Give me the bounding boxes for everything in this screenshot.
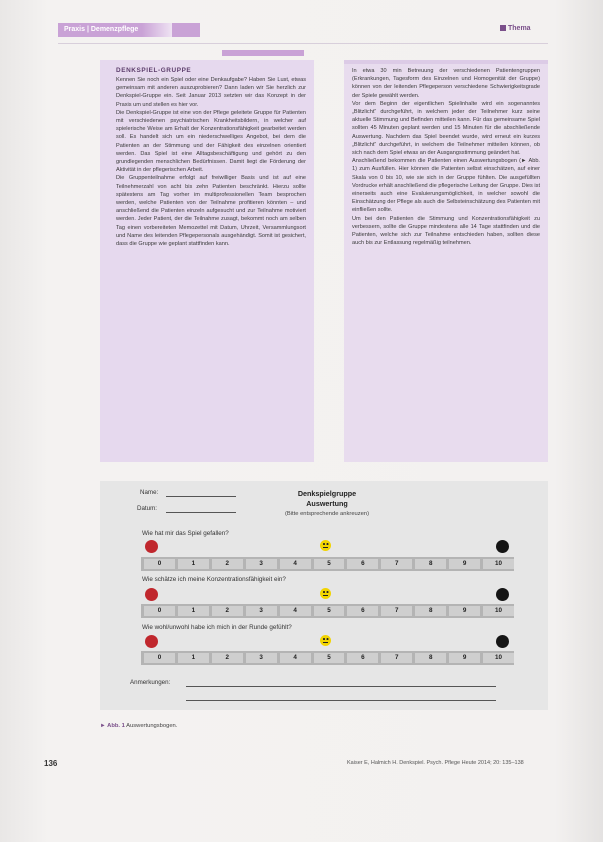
paragraph: In etwa 30 min Betreuung der verschiedenen Patientengruppen (Erkrankungen, Tagesform des Einzelnen und Homogenität der Gruppe) können von der leitenden Pflegeperson verschiedene Schwierigkeitsgrade der Spiele gewählt werden. — [352, 68, 540, 99]
scale-cell[interactable]: 10 — [483, 559, 514, 569]
scale-cell[interactable]: 2 — [212, 653, 243, 663]
black-dot-icon — [496, 588, 509, 601]
date-line — [166, 512, 236, 513]
scale-cell[interactable]: 1 — [178, 559, 209, 569]
header-rule — [58, 43, 548, 44]
scale-cell[interactable]: 5 — [314, 606, 345, 616]
question-1: Wie hat mir das Spiel gefallen? — [142, 530, 229, 537]
scale-cell[interactable]: 0 — [144, 653, 175, 663]
citation: Kaiser E, Halmich H. Denkspiel. Psych. Pflege Heute 2014; 20: 135–138 — [347, 760, 524, 766]
scale-cell[interactable]: 4 — [280, 606, 311, 616]
scale-cell[interactable]: 7 — [381, 606, 412, 616]
form-hint: (Bitte entsprechende ankreuzen) — [284, 511, 370, 517]
date-label: Datum: — [137, 505, 157, 512]
red-dot-icon — [145, 588, 158, 601]
paragraph: Anschließend bekommen die Patienten einen Auswertungsbogen (► Abb. 1) zum Ausfüllen. Hier können die Patienten selbst einschätzen, auf einer Skala von 0 bis 10, wie sie sich in der Gruppe fühlten. Die ausgefüllten Vordrucke erhält anschließend die pflegerische Leitung der Gruppe. Dies ist einerseits auch eine Evaluierungsmöglichkeit, in welcher sowohl die Einschätzung der Pflege als auch die Selbsteinschätzung des Patienten mit einfließen sollte. — [352, 158, 540, 214]
section-heading: DENKSPIEL-GRUPPE — [116, 67, 192, 74]
paragraph: Kennen Sie noch ein Spiel oder eine Denkaufgabe? Haben Sie Lust, etwas gemeinsam mit anderen auszuprobieren? Dann laden wir Sie herzlich zur Denkspiel-Gruppe ein. Seit Januar 2013 setzten wir das Konzept in der Praxis um und stellen es hier vor. — [116, 77, 306, 108]
left-text-column — [100, 60, 314, 462]
header-right — [500, 25, 531, 32]
remarks-label: Anmerkungen: — [130, 679, 171, 686]
paragraph: Die Denkspiel-Gruppe ist eine von der Pflege geleitete Gruppe für Patienten mit verschiedenen psychiatrischen Krankheitsbildern, in welcher auf spielerische Weise am Erhalt der Konzentrationsfähigkeit gearbeitet werden soll. Es handelt sich um ein niederschwelliges Angebot, bei dem die Patienten an der Stimmung und der Fähigkeit des einzelnen orientiert werden. Das Spiel ist eine Alltagsbeschäftigung und gehört zu den grundlegenden menschlichen Bedürfnissen. Damit liegt die Förderung der Aktivität in der pflegerischen Arbeit. — [116, 109, 306, 174]
paragraph: Um bei den Patienten die Stimmung und Konzentrationsfähigkeit zu verbessern, sollte die Gruppe mindestens alle 14 Tage stattfinden und die Patienten, welche sich zur Teilnahme entschieden haben, sollten diese auch bis zur Entlassung regelmäßig teilnehmen. — [352, 215, 540, 247]
scale-cell[interactable]: 6 — [347, 559, 378, 569]
question-3: Wie wohl/unwohl habe ich mich in der Runde gefühlt? — [142, 624, 292, 631]
black-dot-icon — [496, 635, 509, 648]
column-accent — [222, 50, 304, 56]
scale-cell[interactable]: 2 — [212, 606, 243, 616]
scale-cell[interactable]: 0 — [144, 559, 175, 569]
scale-cell[interactable]: 1 — [178, 653, 209, 663]
square-icon — [500, 25, 506, 31]
scale-cell[interactable]: 2 — [212, 559, 243, 569]
scale-cell[interactable]: 6 — [347, 653, 378, 663]
remarks-line[interactable] — [186, 700, 496, 701]
red-dot-icon — [145, 635, 158, 648]
scale-cell[interactable]: 8 — [415, 559, 446, 569]
rating-scale-3 — [141, 651, 514, 665]
scale-cell[interactable]: 9 — [449, 559, 480, 569]
black-dot-icon — [496, 540, 509, 553]
scale-cell[interactable]: 3 — [246, 653, 277, 663]
name-label: Name: — [140, 489, 159, 496]
remarks-line[interactable] — [186, 686, 496, 687]
scale-cell[interactable]: 5 — [314, 559, 345, 569]
scale-cell[interactable]: 9 — [449, 606, 480, 616]
rating-scale-2 — [141, 604, 514, 618]
red-dot-icon — [145, 540, 158, 553]
scale-cell[interactable]: 0 — [144, 606, 175, 616]
scale-cell[interactable]: 10 — [483, 606, 514, 616]
scale-cell[interactable]: 7 — [381, 559, 412, 569]
scale-cell[interactable]: 4 — [280, 653, 311, 663]
page-number: 136 — [44, 759, 58, 768]
scale-cell[interactable]: 3 — [246, 559, 277, 569]
scale-cell[interactable]: 5 — [314, 653, 345, 663]
name-line — [166, 496, 236, 497]
paragraph: Vor dem Beginn der eigentlichen Spielinhalte wird ein sogenanntes „Blitzlicht“ durchgeführt, in welchem jeder der Teilnehmer kurz seine aktuelle Stimmung und Befinden mitteilen kann. Für das gemeinsame Spiel sollten 45 Minuten geplant werden und 15 Minuten für die abschließende Auswertung. Nachdem das Spiel beendet wurde, wird erneut ein kurzes „Blitzlicht“ durchgeführt, in welchem die Teilnehmer mitteilen können, ob sich nach dem Spiel etwas an der Ausgangsstimmung geändert hat. — [352, 100, 540, 157]
scale-cell[interactable]: 9 — [449, 653, 480, 663]
paragraph: Die Gruppenteilnahme erfolgt auf freiwilliger Basis und ist auf eine Teilnehmerzahl von acht bis zehn Patienten beschränkt. Hierzu sollte spätestens am Tag vorher im multiprofessionellen Team besprochen werden, welche Patienten von der Teilnahme profitieren könnten – und anschließend die Patienten einzeln aufgesucht und zur Teilnahme motiviert werden. Jeder Patient, der die Teilnahme zusagt, bekommt noch am selben Tag einen vorbereiteten Memozettel mit Datum, Uhrzeit, Versammlungsort und Name des leitenden Pflegepersonals ausgehändigt. Somit ist gesichert, dass die Gruppe wie geplant stattfinden kann. — [116, 175, 306, 248]
scale-cell[interactable]: 8 — [415, 653, 446, 663]
figure-caption — [100, 723, 177, 729]
form-subtitle: Auswertung — [306, 499, 348, 508]
form-title: Denkspielgruppe — [297, 489, 357, 498]
scale-cell[interactable]: 8 — [415, 606, 446, 616]
right-text-column — [344, 60, 548, 462]
scale-cell[interactable]: 7 — [381, 653, 412, 663]
caption-text: Auswertungsbogen. — [126, 723, 178, 729]
section-tag — [58, 23, 200, 37]
scale-cell[interactable]: 10 — [483, 653, 514, 663]
neutral-smiley-icon — [320, 540, 331, 551]
tag-fade — [142, 23, 172, 37]
section-tag-label: Praxis | Demenzpflege — [64, 26, 139, 33]
header-right-label: Thema — [508, 25, 531, 32]
scale-cell[interactable]: 3 — [246, 606, 277, 616]
caption-ref: ► Abb. 1 — [100, 723, 125, 729]
neutral-smiley-icon — [320, 635, 331, 646]
question-2: Wie schätze ich meine Konzentrationsfähigkeit ein? — [142, 576, 286, 583]
neutral-smiley-icon — [320, 588, 331, 599]
rating-scale-1 — [141, 557, 514, 571]
scale-cell[interactable]: 6 — [347, 606, 378, 616]
scale-cell[interactable]: 1 — [178, 606, 209, 616]
scale-cell[interactable]: 4 — [280, 559, 311, 569]
